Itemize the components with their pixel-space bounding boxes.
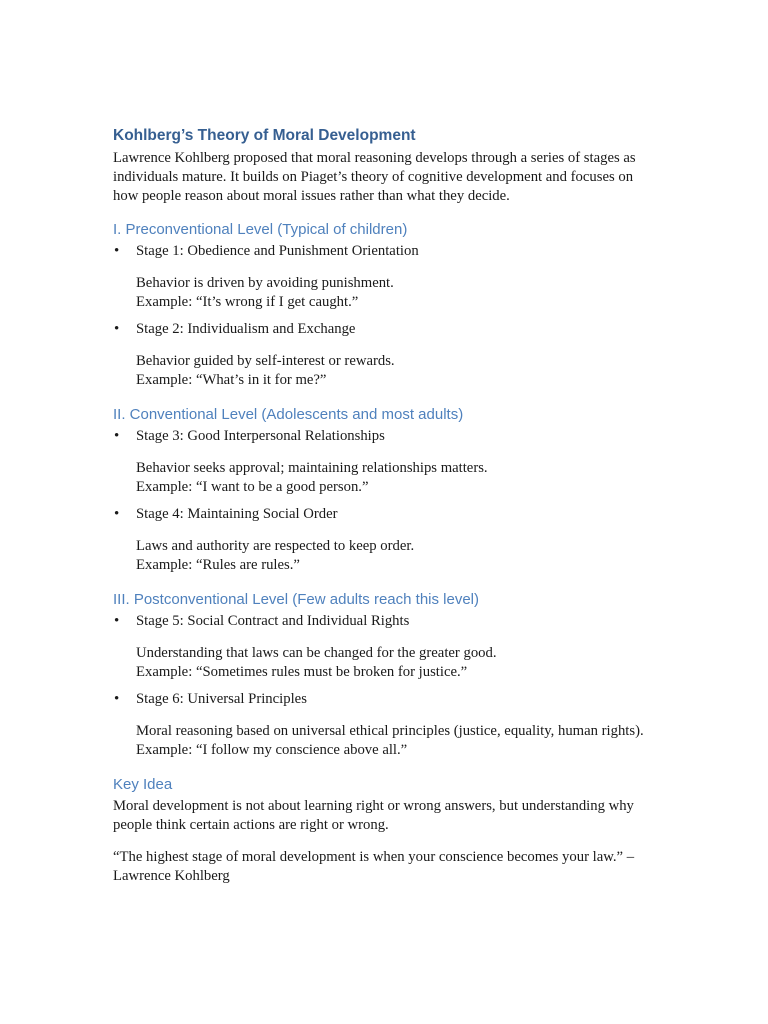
stage-example: Example: “It’s wrong if I get caught.” [136,294,359,310]
key-idea-text-line: people think certain actions are right or wrong. [113,817,389,833]
level-heading: III. Postconventional Level (Few adults reach this level) [113,591,480,608]
stage-description: Behavior seeks approval; maintaining relationships matters. [136,460,488,476]
stage-name: Stage 6: Universal Principles [136,691,307,707]
stage-example: Example: “What’s in it for me?” [136,372,327,388]
stage-name: Stage 2: Individualism and Exchange [136,321,356,337]
stage-example: Example: “I follow my conscience above all.” [136,742,408,758]
stage-description: Behavior guided by self-interest or rewards. [136,353,395,369]
bullet-icon [114,505,119,524]
bullet-icon [114,242,119,261]
stage-example: Example: “I want to be a good person.” [136,479,369,495]
bullet-icon [114,320,119,339]
stage-description: Understanding that laws can be changed for the greater good. [136,645,497,661]
level-heading: II. Conventional Level (Adolescents and most adults) [113,406,464,423]
document-title: Kohlberg’s Theory of Moral Development [113,127,416,144]
stage-name: Stage 3: Good Interpersonal Relationships [136,428,385,444]
stage-example: Example: “Rules are rules.” [136,557,300,573]
level-heading: I. Preconventional Level (Typical of children) [113,221,408,238]
key-idea-heading: Key Idea [113,776,173,793]
bullet-icon [114,427,119,446]
stage-name: Stage 5: Social Contract and Individual Rights [136,613,410,629]
quote-line: “The highest stage of moral development is when your conscience becomes your law.” – [113,849,635,865]
intro-line: individuals mature. It builds on Piaget’s theory of cognitive development and focuses on [113,169,634,185]
bullet-icon [114,690,119,709]
stage-name: Stage 4: Maintaining Social Order [136,506,338,522]
stage-description: Laws and authority are respected to keep order. [136,538,415,554]
key-idea-text-line: Moral development is not about learning right or wrong answers, but understanding why [113,798,634,814]
stage-description: Moral reasoning based on universal ethical principles (justice, equality, human rights). [136,723,644,739]
bullet-icon [114,612,119,631]
stage-example: Example: “Sometimes rules must be broken for justice.” [136,664,468,680]
quote-attribution: Lawrence Kohlberg [113,868,230,884]
stage-description: Behavior is driven by avoiding punishment. [136,275,394,291]
intro-line: how people reason about moral issues rather than what they decide. [113,188,510,204]
stage-name: Stage 1: Obedience and Punishment Orientation [136,243,419,259]
intro-line: Lawrence Kohlberg proposed that moral reasoning develops through a series of stages as [113,150,636,166]
